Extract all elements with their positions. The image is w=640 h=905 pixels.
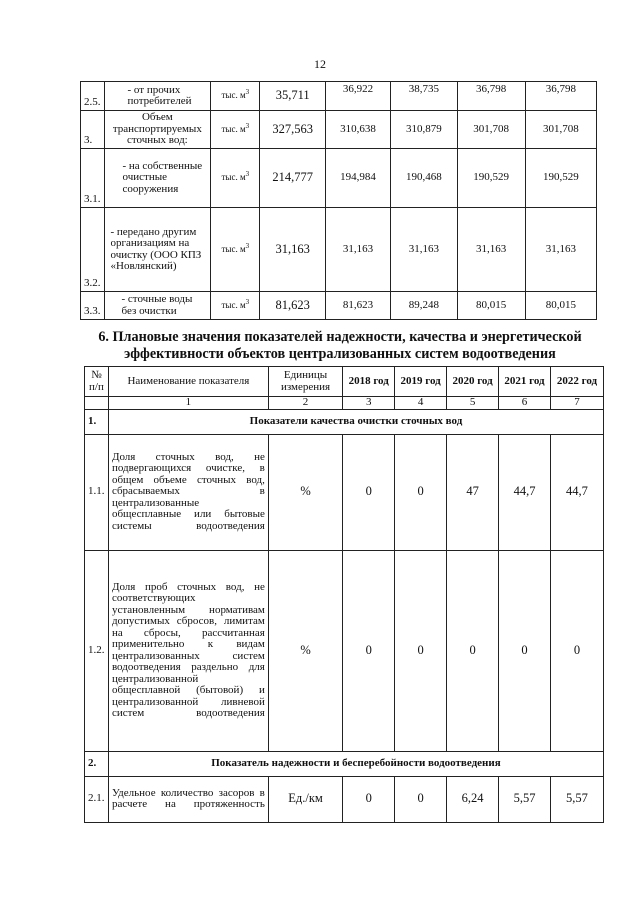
section-number: 2. xyxy=(85,751,109,776)
header-name: Наименование показателя xyxy=(108,367,268,397)
value-cell: 80,015 xyxy=(525,292,596,320)
value-cell: 38,735 xyxy=(391,82,457,111)
value-cell: 0 xyxy=(499,550,551,751)
value-cell: 36,798 xyxy=(457,82,525,111)
table-row xyxy=(81,292,597,320)
index-cell: 6 xyxy=(499,397,551,410)
value-cell: 31,163 xyxy=(325,208,390,292)
value-cell: 31,163 xyxy=(525,208,596,292)
header-year: 2019 год xyxy=(395,367,447,397)
value-cell: 5,57 xyxy=(550,776,603,822)
indicators-table xyxy=(84,366,604,823)
row-name: Объем транспортируемых сточных вод: xyxy=(104,111,211,149)
value-cell: 35,711 xyxy=(260,82,325,111)
value-cell: 301,708 xyxy=(525,111,596,149)
table-row xyxy=(85,776,604,822)
section-row xyxy=(85,409,604,434)
row-name: - сточные воды без очистки xyxy=(104,292,211,320)
index-cell: 4 xyxy=(395,397,447,410)
table-row xyxy=(81,149,597,208)
table-header-row xyxy=(85,367,604,397)
value-cell: 0 xyxy=(395,550,447,751)
value-cell: 194,984 xyxy=(325,149,390,208)
value-cell: 0 xyxy=(395,776,447,822)
index-cell: 3 xyxy=(343,397,395,410)
value-cell: 89,248 xyxy=(391,292,457,320)
value-cell: 0 xyxy=(343,776,395,822)
index-cell: 7 xyxy=(550,397,603,410)
row-name: - передано другим организациям на очистку (ООО КПЗ «Новлянский) xyxy=(104,208,211,292)
value-cell: 190,529 xyxy=(525,149,596,208)
section-title: Показатели качества очистки сточных вод xyxy=(108,409,603,434)
index-cell xyxy=(85,397,109,410)
section-number: 1. xyxy=(85,409,109,434)
row-number: 3.1. xyxy=(81,149,105,208)
table-row xyxy=(81,111,597,149)
index-row xyxy=(85,397,604,410)
header-year: 2018 год xyxy=(343,367,395,397)
row-number: 3. xyxy=(81,111,105,149)
index-cell: 2 xyxy=(268,397,342,410)
row-name: Доля проб сточных вод, не соответствующих установленным нормативам допустимых сбросов, лимитам на сбросы, рассчитанная применительно к видам централизованных систем водоотведения раздельно для централизованной общесплавной (бытовой) и централизованной ливневой систем водоотведения xyxy=(108,550,268,751)
row-name: Доля сточных вод, не подвергающихся очистке, в общем объеме сточных вод, сбрасываемых в централизованные общесплавные или бытовые системы водоотведения xyxy=(108,434,268,550)
value-cell: 47 xyxy=(447,434,499,550)
table-row xyxy=(85,434,604,550)
volumes-table xyxy=(80,81,597,320)
row-number: 3.2. xyxy=(81,208,105,292)
row-unit: % xyxy=(268,434,342,550)
row-name: - на собственные очистные сооружения xyxy=(104,149,211,208)
header-year: 2022 год xyxy=(550,367,603,397)
section-heading: 6. Плановые значения показателей надежности, качества и энергетической эффективности объектов централизованных систем водоотведения xyxy=(98,329,582,362)
value-cell: 36,922 xyxy=(325,82,390,111)
section-title: Показатель надежности и бесперебойности водоотведения xyxy=(108,751,603,776)
value-cell: 31,163 xyxy=(391,208,457,292)
value-cell: 80,015 xyxy=(457,292,525,320)
row-number: 3.3. xyxy=(81,292,105,320)
value-cell: 31,163 xyxy=(260,208,325,292)
row-number: 2.1. xyxy=(85,776,109,822)
section-row xyxy=(85,751,604,776)
value-cell: 0 xyxy=(343,434,395,550)
page-number: 12 xyxy=(314,57,326,71)
value-cell: 44,7 xyxy=(499,434,551,550)
value-cell: 327,563 xyxy=(260,111,325,149)
value-cell: 310,638 xyxy=(325,111,390,149)
value-cell: 190,468 xyxy=(391,149,457,208)
value-cell: 190,529 xyxy=(457,149,525,208)
row-name: Удельное количество засоров в расчете на протяженность xyxy=(108,776,268,822)
header-num: № п/п xyxy=(85,367,109,397)
value-cell: 0 xyxy=(550,550,603,751)
row-unit: тыс. $м^3$ xyxy=(211,82,260,111)
header-year: 2020 год xyxy=(447,367,499,397)
row-name: - от прочих потребителей xyxy=(104,82,211,111)
value-cell: 36,798 xyxy=(525,82,596,111)
row-number: 1.2. xyxy=(85,550,109,751)
value-cell: 301,708 xyxy=(457,111,525,149)
value-cell: 31,163 xyxy=(457,208,525,292)
header-unit: Единицы измерения xyxy=(268,367,342,397)
row-unit: % xyxy=(268,550,342,751)
index-cell: 1 xyxy=(108,397,268,410)
row-number: 1.1. xyxy=(85,434,109,550)
value-cell: 0 xyxy=(395,434,447,550)
value-cell: 5,57 xyxy=(499,776,551,822)
table-row xyxy=(81,82,597,111)
index-cell: 5 xyxy=(447,397,499,410)
value-cell: 6,24 xyxy=(447,776,499,822)
row-unit: тыс. $м^3$ xyxy=(211,292,260,320)
table-row xyxy=(85,550,604,751)
value-cell: 0 xyxy=(447,550,499,751)
value-cell: 310,879 xyxy=(391,111,457,149)
value-cell: 81,623 xyxy=(260,292,325,320)
value-cell: 44,7 xyxy=(550,434,603,550)
value-cell: 81,623 xyxy=(325,292,390,320)
value-cell: 0 xyxy=(343,550,395,751)
row-unit: тыс. $м^3$ xyxy=(211,208,260,292)
row-unit: тыс. $м^3$ xyxy=(211,149,260,208)
table-row xyxy=(81,208,597,292)
header-year: 2021 год xyxy=(499,367,551,397)
value-cell: 214,777 xyxy=(260,149,325,208)
row-unit: тыс. $м^3$ xyxy=(211,111,260,149)
row-unit: Ед./км xyxy=(268,776,342,822)
row-number: 2.5. xyxy=(81,82,105,111)
